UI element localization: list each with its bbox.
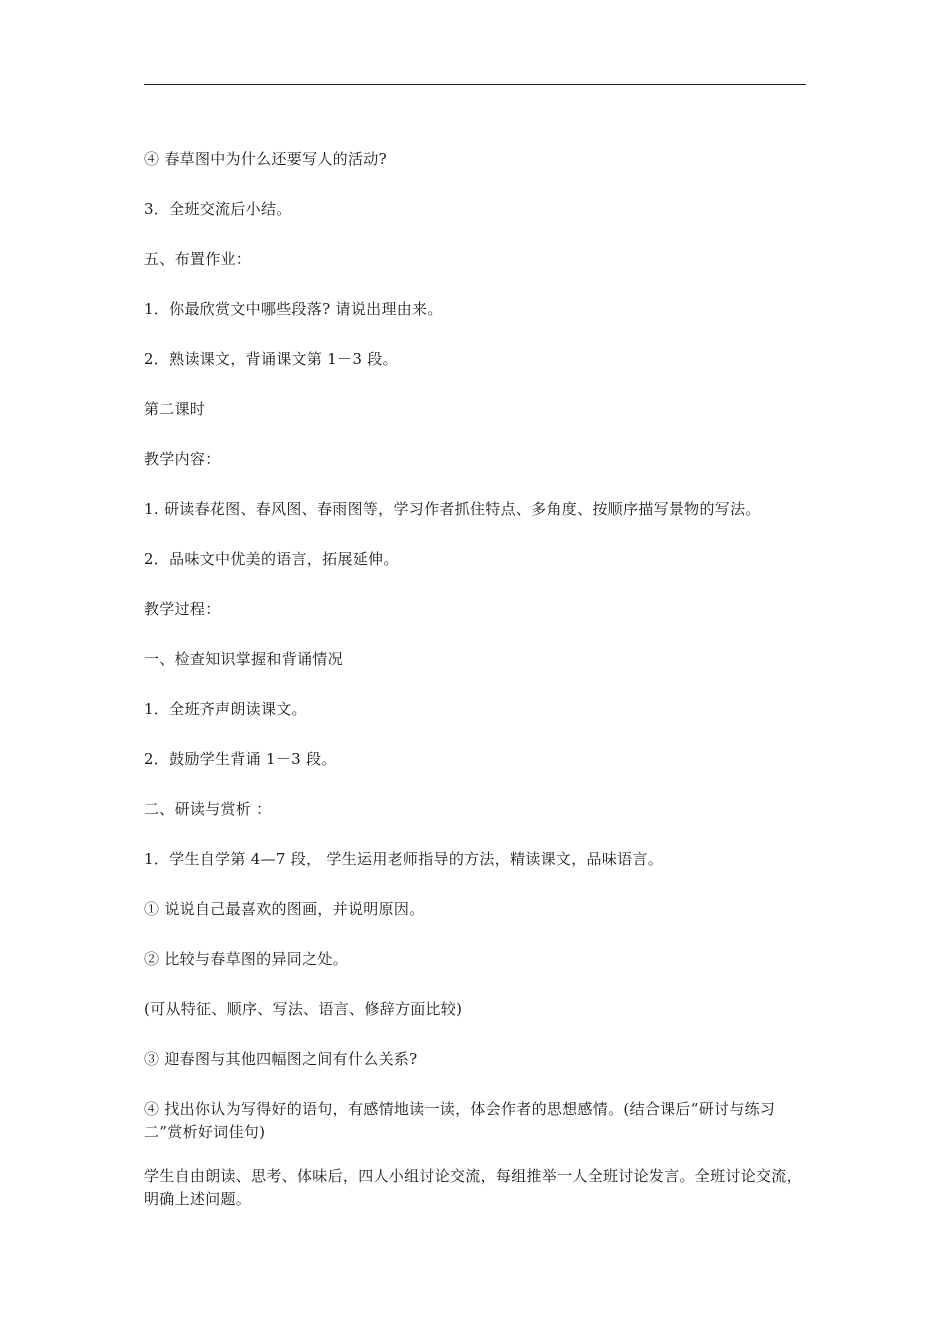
paragraph: (可从特征、顺序、写法、语言、修辞方面比较) [144,1000,463,1018]
section-heading: 五、布置作业： [144,250,252,268]
paragraph: 2．熟读课文，背诵课文第 1－3 段。 [144,350,398,368]
section-heading: 教学内容： [144,450,221,468]
paragraph: 2．品味文中优美的语言，拓展延伸。 [144,550,399,568]
header-rule [144,84,806,85]
paragraph: ② 比较与春草图的异同之处。 [144,950,348,968]
document-body [144,148,806,1232]
paragraph: 1．你最欣赏文中哪些段落? 请说出理由来。 [144,300,443,318]
paragraph: 学生自由朗读、思考、体味后，四人小组讨论交流，每组推举一人全班讨论发言。全班讨论交流，明确上述问题。 [144,1167,802,1208]
paragraph: 1．学生自学第 4—7 段， 学生运用老师指导的方法，精读课文，品味语言。 [144,850,664,868]
paragraph: 3．全班交流后小结。 [144,200,292,218]
section-heading: 一、检查知识掌握和背诵情况 [144,650,343,668]
paragraph: 2．鼓励学生背诵 1－3 段。 [144,750,337,768]
section-heading: 二、研读与赏析 ： [144,800,272,818]
lesson-heading: 第二课时 [144,400,206,418]
paragraph: 1. 研读春花图、春风图、春雨图等，学习作者抓住特点、多角度、按顺序描写景物的写法。 [144,500,761,518]
paragraph: ④ 春草图中为什么还要写人的活动? [144,150,387,168]
paragraph: ③ 迎春图与其他四幅图之间有什么关系? [144,1050,418,1068]
paragraph: ④ 找出你认为写得好的语句，有感情地读一读，体会作者的思想感情。(结合课后“研讨与练习二”赏析好词佳句) [144,1100,776,1141]
paragraph: 1．全班齐声朗读课文。 [144,700,307,718]
section-heading: 教学过程： [144,600,221,618]
paragraph: ① 说说自己最喜欢的图画，并说明原因。 [144,900,425,918]
